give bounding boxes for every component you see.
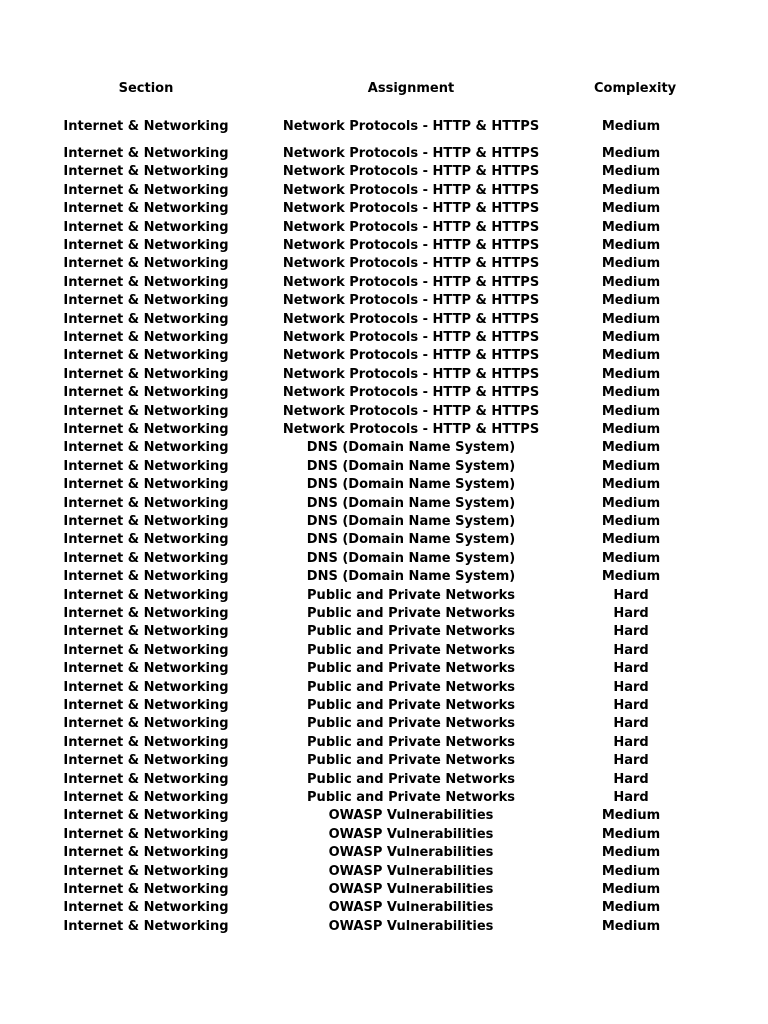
cell-assignment: Network Protocols - HTTP & HTTPS [282,366,540,382]
cell-complexity: Medium [601,348,661,364]
cell-complexity: Hard [613,771,649,787]
cell-complexity: Hard [613,698,649,713]
table-row [0,642,768,660]
cell-complexity: Medium [601,219,661,235]
cell-section: Internet & Networking [63,256,229,272]
cell-assignment: Public and Private Networks [307,661,515,677]
table-row [0,403,768,421]
cell-section: Internet & Networking [63,366,229,382]
cell-assignment: Public and Private Networks [307,753,515,769]
cell-complexity: Medium [601,458,661,474]
cell-assignment: DNS (Domain Name System) [306,550,516,566]
header-section: Section [118,81,174,96]
cell-section: Internet & Networking [63,238,229,253]
table-row [0,421,768,439]
cell-complexity: Medium [601,495,661,511]
cell-section: Internet & Networking [63,182,229,198]
cell-complexity: Medium [601,532,661,548]
cell-section: Internet & Networking [63,771,229,787]
cell-complexity: Medium [601,550,661,566]
cell-complexity: Medium [601,385,661,401]
table-row [0,807,768,825]
table-row [0,439,768,457]
cell-assignment: DNS (Domain Name System) [306,477,516,493]
cell-assignment: DNS (Domain Name System) [306,440,516,456]
cell-assignment: Public and Private Networks [307,679,515,695]
cell-assignment: Public and Private Networks [307,734,515,750]
cell-section: Internet & Networking [63,808,229,824]
table-row [0,182,768,200]
cell-assignment: Network Protocols - HTTP & HTTPS [282,293,540,309]
cell-assignment: OWASP Vulnerabilities [328,845,494,861]
cell-section: Internet & Networking [63,385,229,401]
cell-section: Internet & Networking [63,293,229,309]
cell-assignment: Public and Private Networks [307,587,515,603]
header-assignment: Assignment [367,81,455,96]
cell-assignment: Network Protocols - HTTP & HTTPS [282,238,540,253]
cell-assignment: Public and Private Networks [307,606,515,621]
cell-section: Internet & Networking [63,550,229,566]
cell-section: Internet & Networking [63,716,229,732]
cell-assignment: OWASP Vulnerabilities [328,826,494,842]
cell-assignment: Network Protocols - HTTP & HTTPS [282,348,540,364]
table-row [0,476,768,494]
cell-section: Internet & Networking [63,900,229,916]
cell-complexity: Hard [613,606,649,621]
cell-complexity: Medium [601,366,661,382]
cell-assignment: OWASP Vulnerabilities [328,900,494,916]
cell-assignment: Network Protocols - HTTP & HTTPS [282,182,540,198]
cell-section: Internet & Networking [63,606,229,621]
table-row [0,826,768,844]
cell-complexity: Medium [601,826,661,842]
cell-complexity: Hard [613,790,649,805]
cell-assignment: Network Protocols - HTTP & HTTPS [282,274,540,290]
table-row [0,118,768,136]
cell-assignment: Network Protocols - HTTP & HTTPS [282,146,540,161]
header-complexity [586,80,676,98]
cell-section: Internet & Networking [63,477,229,493]
cell-complexity: Medium [601,119,661,134]
cell-complexity: Medium [601,293,661,309]
table-row [0,329,768,347]
cell-assignment: Network Protocols - HTTP & HTTPS [282,164,540,180]
cell-section: Internet & Networking [63,734,229,750]
cell-complexity: Medium [601,403,661,419]
cell-section: Internet & Networking [63,569,229,585]
cell-assignment: Public and Private Networks [307,642,515,658]
table-row [0,274,768,292]
cell-assignment: DNS (Domain Name System) [306,495,516,511]
cell-complexity: Medium [601,256,661,272]
table-row [0,660,768,678]
cell-complexity: Medium [601,514,661,529]
table-row [0,789,768,807]
header-complexity-label: Complexity [594,81,676,96]
cell-assignment: Network Protocols - HTTP & HTTPS [282,119,540,134]
cell-complexity: Medium [601,569,661,585]
cell-section: Internet & Networking [63,440,229,456]
cell-complexity: Hard [613,624,649,640]
table-row [0,679,768,697]
table-row [0,311,768,329]
cell-assignment: Network Protocols - HTTP & HTTPS [282,311,540,327]
cell-section: Internet & Networking [63,624,229,640]
cell-section: Internet & Networking [63,146,229,161]
cell-complexity: Medium [601,330,661,345]
cell-section: Internet & Networking [63,311,229,327]
table-row [0,605,768,623]
table-row [0,513,768,531]
cell-assignment: Public and Private Networks [307,771,515,787]
cell-complexity: Medium [601,863,661,879]
table-row [0,715,768,733]
cell-assignment: Public and Private Networks [307,716,515,732]
cell-section: Internet & Networking [63,348,229,364]
table-header [0,80,768,98]
cell-section: Internet & Networking [63,661,229,677]
table-row [0,881,768,899]
cell-complexity: Medium [601,274,661,290]
cell-section: Internet & Networking [63,201,229,217]
table-row [0,366,768,384]
cell-section: Internet & Networking [63,458,229,474]
cell-section: Internet & Networking [63,422,229,437]
cell-complexity: Hard [613,753,649,769]
table-row [0,458,768,476]
table-row [0,771,768,789]
cell-assignment: DNS (Domain Name System) [306,532,516,548]
cell-assignment: DNS (Domain Name System) [306,569,516,585]
cell-complexity: Hard [613,734,649,750]
table-row [0,531,768,549]
cell-complexity: Hard [613,642,649,658]
table-row [0,219,768,237]
table-row [0,550,768,568]
cell-complexity: Hard [613,587,649,603]
cell-section: Internet & Networking [63,826,229,842]
cell-section: Internet & Networking [63,753,229,769]
table-row [0,495,768,513]
table-row [0,752,768,770]
cell-section: Internet & Networking [63,587,229,603]
cell-complexity: Medium [601,918,661,934]
cell-assignment: Public and Private Networks [307,624,515,640]
cell-assignment: Network Protocols - HTTP & HTTPS [282,201,540,217]
cell-assignment: Public and Private Networks [307,698,515,713]
table-row [0,255,768,273]
cell-section: Internet & Networking [63,642,229,658]
table-row [0,145,768,163]
cell-complexity: Medium [601,238,661,253]
cell-section: Internet & Networking [63,495,229,511]
cell-section: Internet & Networking [63,119,229,134]
table-row [0,347,768,365]
table-row [0,844,768,862]
table-row [0,697,768,715]
table-row [0,623,768,641]
cell-section: Internet & Networking [63,532,229,548]
cell-complexity: Medium [601,440,661,456]
cell-assignment: Public and Private Networks [307,790,515,805]
cell-section: Internet & Networking [63,698,229,713]
cell-complexity: Hard [613,679,649,695]
cell-assignment: Network Protocols - HTTP & HTTPS [282,256,540,272]
cell-complexity: Medium [601,900,661,916]
cell-assignment: OWASP Vulnerabilities [328,808,494,824]
cell-complexity: Hard [613,716,649,732]
cell-complexity: Medium [601,311,661,327]
cell-section: Internet & Networking [63,679,229,695]
cell-assignment: OWASP Vulnerabilities [328,863,494,879]
table-row [0,163,768,181]
cell-assignment: OWASP Vulnerabilities [328,918,494,934]
cell-assignment: Network Protocols - HTTP & HTTPS [282,422,540,437]
cell-complexity: Medium [601,422,661,437]
cell-section: Internet & Networking [63,790,229,805]
cell-section: Internet & Networking [63,863,229,879]
table-row [0,237,768,255]
cell-section: Internet & Networking [63,918,229,934]
cell-assignment: Network Protocols - HTTP & HTTPS [282,385,540,401]
cell-complexity: Medium [601,477,661,493]
cell-complexity: Medium [601,882,661,897]
table-row [0,200,768,218]
table-row [0,587,768,605]
cell-section: Internet & Networking [63,274,229,290]
cell-assignment: OWASP Vulnerabilities [328,882,494,897]
table-row [0,292,768,310]
cell-section: Internet & Networking [63,514,229,529]
cell-section: Internet & Networking [63,403,229,419]
table-row [0,863,768,881]
cell-complexity: Medium [601,201,661,217]
cell-assignment: DNS (Domain Name System) [306,514,516,529]
cell-assignment: Network Protocols - HTTP & HTTPS [282,219,540,235]
cell-assignment: DNS (Domain Name System) [306,458,516,474]
cell-section: Internet & Networking [63,219,229,235]
cell-complexity: Hard [613,661,649,677]
cell-complexity: Medium [601,845,661,861]
cell-complexity: Medium [601,164,661,180]
cell-section: Internet & Networking [63,164,229,180]
cell-complexity: Medium [601,146,661,161]
cell-section: Internet & Networking [63,882,229,897]
table-row [0,384,768,402]
cell-assignment: Network Protocols - HTTP & HTTPS [282,330,540,345]
cell-section: Internet & Networking [63,845,229,861]
cell-assignment: Network Protocols - HTTP & HTTPS [282,403,540,419]
cell-section: Internet & Networking [63,330,229,345]
table-row [0,918,768,936]
table-row [0,899,768,917]
table-row [0,568,768,586]
cell-complexity: Medium [601,182,661,198]
cell-complexity: Medium [601,808,661,824]
table-row [0,734,768,752]
